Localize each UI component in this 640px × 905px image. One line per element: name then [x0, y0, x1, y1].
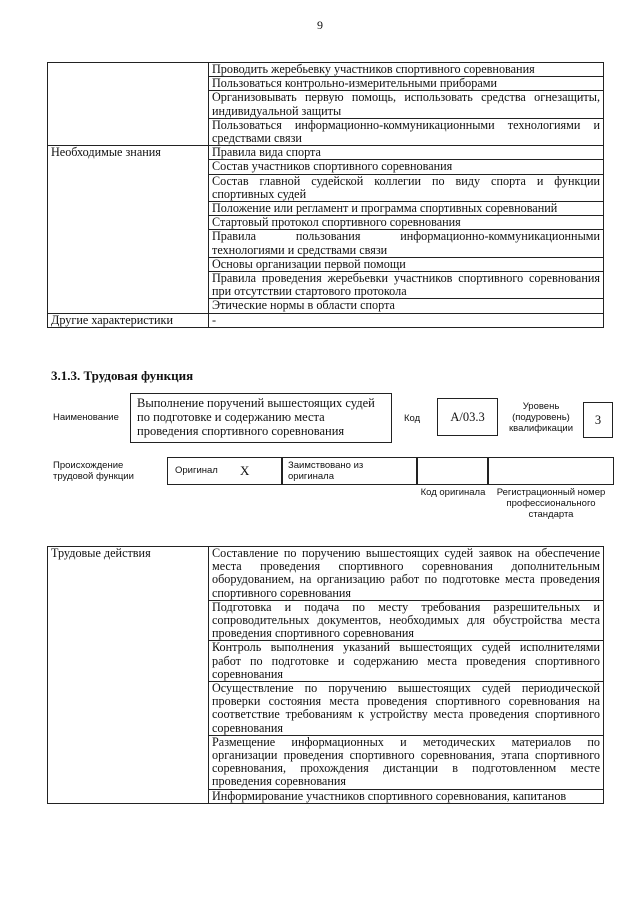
action-item: Подготовка и подача по месту требования разрешительных и сопроводительных документов, необходимых для обустройства места проведения спортивного соревнования — [209, 600, 604, 641]
action-item: Информирование участников спортивного соревнования, капитанов — [209, 789, 604, 803]
knowledge-item: Состав главной судейской коллегии по виду спорта и функции спортивных судей — [209, 174, 604, 201]
skill-item: Пользоваться информационно-коммуникационными технологиями и средствами связи — [209, 118, 604, 145]
skills-knowledge-table — [47, 62, 604, 328]
origin-code-box — [417, 457, 488, 485]
skill-item: Организовывать первую помощь, использовать средства огнезащиты, индивидуальной защиты — [209, 91, 604, 118]
labor-actions-table — [47, 546, 604, 804]
knowledge-item: Правила пользования информационно-коммуникационными технологиями и средствами связи — [209, 230, 604, 257]
knowledge-item: Этические нормы в области спорта — [209, 299, 604, 313]
skill-item: Проводить жеребьевку участников спортивного соревнования — [209, 63, 604, 77]
action-item: Контроль выполнения указаний вышестоящих судей исполнителями работ по подготовке и содержанию места проведения спортивного соревнования — [209, 641, 604, 682]
row-label-knowledge: Необходимые знания — [48, 146, 209, 313]
origin-original-box — [167, 457, 282, 485]
page-number: 9 — [317, 18, 323, 32]
row-label-actions: Трудовые действия — [48, 547, 209, 804]
row-label-empty — [48, 63, 209, 146]
borrowed-box: Заимствовано из оригинала — [282, 457, 417, 485]
row-label-other: Другие характеристики — [48, 313, 209, 327]
knowledge-item: Состав участников спортивного соревнования — [209, 160, 604, 174]
action-item: Осуществление по поручению вышестоящих судей периодической проверки состояния места проведения спортивного соревнования на соответствие требованиям к устройству места проведения спортивного соревнования — [209, 682, 604, 736]
code-caption: Код оригинала — [420, 487, 486, 498]
table-row — [48, 547, 604, 601]
action-item: Размещение информационных и методических материалов по организации проведения спортивного соревнования, этапа спортивного соревнования, прохождения дистанции в подготовленном месте проведения соревнования — [209, 735, 604, 789]
origin-reg-box — [488, 457, 614, 485]
code-label: Код — [404, 413, 421, 424]
knowledge-item: Стартовый протокол спортивного соревнования — [209, 216, 604, 230]
knowledge-item: Правила проведения жеребьевки участников спортивного соревнования при отсутствии стартового протокола — [209, 272, 604, 299]
level-box: 3 — [583, 402, 613, 438]
name-label: Наименование — [53, 412, 119, 423]
code-box: А/03.3 — [437, 398, 498, 436]
table-row — [48, 313, 604, 327]
original-label: Оригинал — [175, 465, 218, 476]
skill-item: Пользоваться контрольно-измерительными приборами — [209, 77, 604, 91]
knowledge-item: Правила вида спорта — [209, 146, 604, 160]
original-mark: X — [240, 463, 250, 478]
reg-caption: Регистрационный номер профессионального стандарта — [496, 487, 606, 520]
other-item: - — [209, 313, 604, 327]
knowledge-item: Положение или регламент и программа спортивных соревнований — [209, 202, 604, 216]
origin-label: Происхождение трудовой функции — [53, 460, 134, 482]
knowledge-item: Основы организации первой помощи — [209, 257, 604, 271]
function-name-box: Выполнение поручений вышестоящих судей по подготовке и содержанию места проведения спортивного соревнования — [130, 393, 392, 443]
action-item: Составление по поручению вышестоящих судей заявок на обеспечение места проведения спортивного соревнования дополнительным оборудованием, на организацию работ по подготовке места проведения спортивного соревнования — [209, 547, 604, 601]
level-label: Уровень (подуровень) квалификации — [508, 401, 574, 434]
section-title: 3.1.3. Трудовая функция — [51, 368, 194, 383]
table-row — [48, 146, 604, 160]
table-row — [48, 63, 604, 77]
